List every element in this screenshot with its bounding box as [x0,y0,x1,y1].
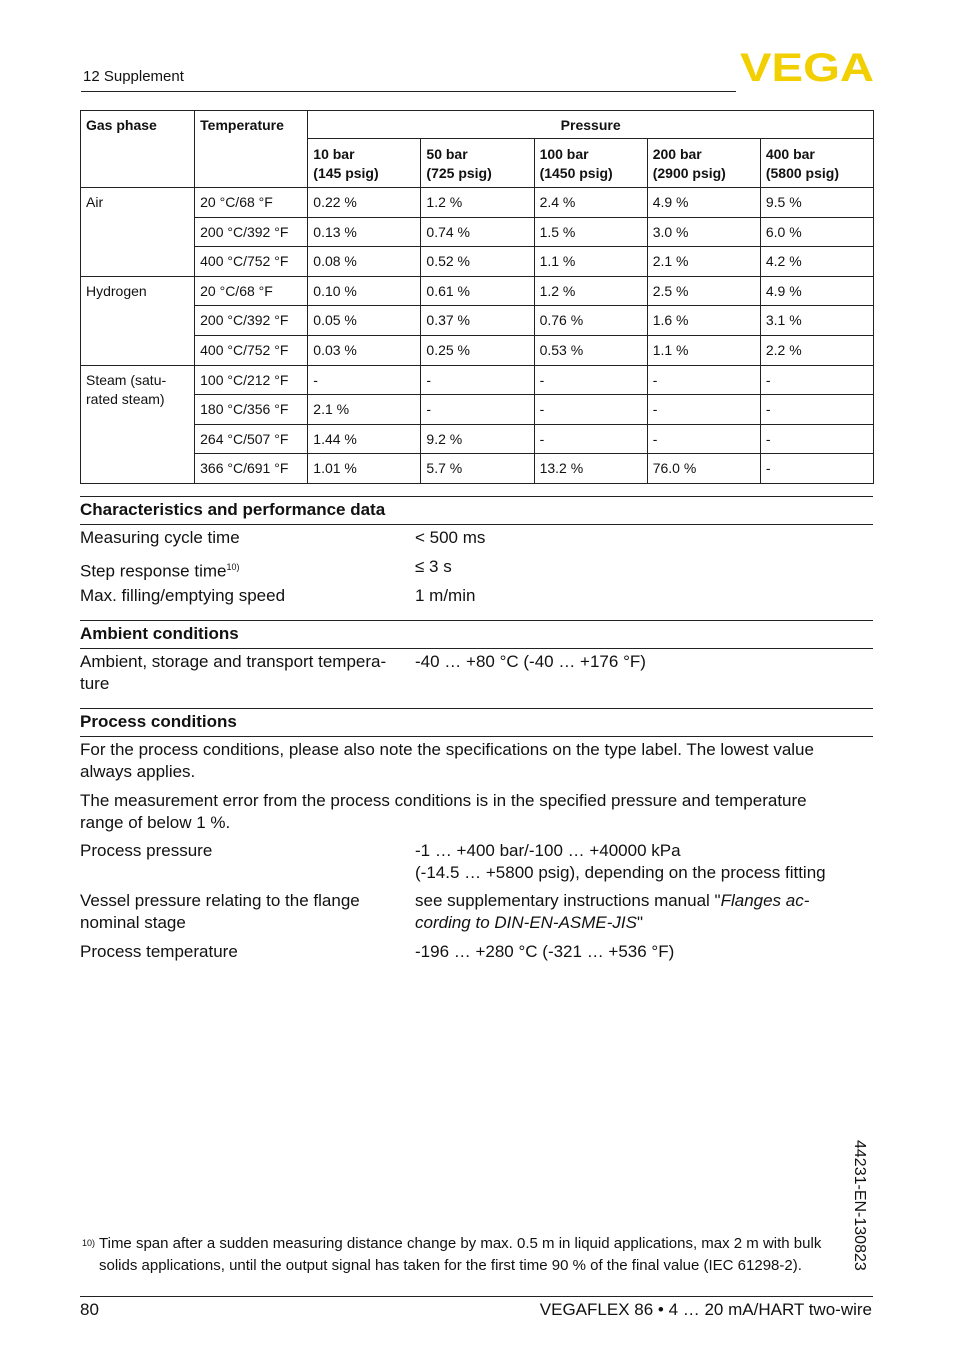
footnote-text: Time span after a sudden measuring distance change by max. 0.5 m in liquid applications, max 2 m with bulk solids applications, until the output signal has taken for the first time 90 % of the final value (IEC 61298-2). [99,1235,822,1274]
header-pressure-50bar: 50 bar (725 psig) [421,139,534,188]
process-pressure-value: -1 … +400 bar/-100 … +40000 kPa (-14.5 … +5800 psig), depending on the process fitting [415,841,826,882]
value-cell: 6.0 % [760,217,873,247]
temperature-cell: 400 °C/752 °F [195,247,308,277]
process-temperature-label: Process temperature [80,942,238,961]
value-cell: 9.5 % [760,188,873,218]
characteristics-heading: Characteristics and performance data [80,496,873,525]
value-cell: - [421,365,534,395]
value-cell: - [647,395,760,425]
value-cell: 9.2 % [421,424,534,454]
measuring-cycle-value: < 500 ms [415,528,486,547]
gas-phase-cell: Hydrogen [81,276,195,365]
value-cell: - [534,424,647,454]
value-cell: 2.2 % [760,335,873,365]
page-number: 80 [80,1300,99,1319]
value-cell: 1.44 % [308,424,421,454]
process-temperature-value: -196 … +280 °C (-321 … +536 °F) [415,942,675,961]
value-cell: 0.52 % [421,247,534,277]
header-pressure-10bar: 10 bar (145 psig) [308,139,421,188]
value-cell: 0.08 % [308,247,421,277]
vessel-pressure-value: see supplementary instructions manual "Flanges ac- cording to DIN-EN-ASME-JIS" [415,891,810,932]
table-row [81,188,874,218]
value-cell: 1.01 % [308,454,421,484]
temperature-cell: 20 °C/68 °F [195,276,308,306]
value-cell: 2.1 % [647,247,760,277]
table-row [81,247,874,277]
step-response-value: ≤ 3 s [415,557,452,576]
value-cell: 4.9 % [647,188,760,218]
ambient-label: Ambient, storage and transport tempera- ture [80,652,387,693]
gas-phase-table [80,110,874,484]
header-divider [81,91,736,92]
temperature-cell: 20 °C/68 °F [195,188,308,218]
value-cell: 1.1 % [647,335,760,365]
value-cell: 3.1 % [760,306,873,336]
value-cell: - [534,395,647,425]
table-row [81,306,874,336]
process-paragraph-2: The measurement error from the process conditions is in the specified pressure and temperature range of below 1 %. [80,791,807,832]
value-cell: 0.76 % [534,306,647,336]
footer-divider [80,1296,873,1297]
value-cell: 1.1 % [534,247,647,277]
table-row [81,395,874,425]
header-pressure-400bar: 400 bar (5800 psig) [760,139,873,188]
footnote-number: 10) [82,1238,96,1248]
step-response-label: Step response time$^{10)}$ [80,561,240,581]
temperature-cell: 400 °C/752 °F [195,335,308,365]
value-cell: - [760,454,873,484]
process-heading: Process conditions [80,708,873,737]
temperature-cell: 180 °C/356 °F [195,395,308,425]
temperature-cell: 200 °C/392 °F [195,217,308,247]
value-cell: - [308,365,421,395]
value-cell: - [421,395,534,425]
value-cell: 0.61 % [421,276,534,306]
gas-phase-cell: Steam (satu- rated steam) [81,365,195,483]
measuring-cycle-label: Measuring cycle time [80,528,240,547]
value-cell: - [647,365,760,395]
value-cell: - [760,424,873,454]
table-row [81,335,874,365]
header-temperature: Temperature [195,111,308,188]
vessel-pressure-label: Vessel pressure relating to the flange nominal stage [80,891,360,932]
ambient-heading: Ambient conditions [80,620,873,649]
value-cell: 0.37 % [421,306,534,336]
value-cell: 4.2 % [760,247,873,277]
value-cell: - [647,424,760,454]
value-cell: 3.0 % [647,217,760,247]
header-pressure-100bar: 100 bar (1450 psig) [534,139,647,188]
header-pressure-200bar: 200 bar (2900 psig) [647,139,760,188]
value-cell: 2.4 % [534,188,647,218]
product-name: VEGAFLEX 86 • 4 … 20 mA/HART two-wire [539,1300,872,1319]
ambient-value: -40 … +80 °C (-40 … +176 °F) [415,652,646,671]
value-cell: 0.25 % [421,335,534,365]
value-cell: 0.74 % [421,217,534,247]
header-pressure: Pressure [308,111,874,139]
process-paragraph-1: For the process conditions, please also note the specifications on the type label. The lowest value always applies. [80,740,814,781]
value-cell: 0.05 % [308,306,421,336]
footnote-ref: 10) [226,562,240,572]
vega-logo [740,50,874,84]
value-cell: 76.0 % [647,454,760,484]
filling-speed-value: 1 m/min [415,586,476,605]
table-row [81,217,874,247]
value-cell: 1.2 % [421,188,534,218]
gas-phase-cell: Air [81,188,195,277]
table-row [81,424,874,454]
value-cell: 2.5 % [647,276,760,306]
value-cell: 1.2 % [534,276,647,306]
value-cell: - [760,365,873,395]
value-cell: 0.10 % [308,276,421,306]
value-cell: 0.22 % [308,188,421,218]
svg-text:VEGA: VEGA [740,50,874,84]
value-cell: 0.13 % [308,217,421,247]
value-cell: - [760,395,873,425]
value-cell: 2.1 % [308,395,421,425]
filling-speed-label: Max. filling/emptying speed [80,586,286,605]
value-cell: 4.9 % [760,276,873,306]
value-cell: - [534,365,647,395]
value-cell: 13.2 % [534,454,647,484]
value-cell: 0.03 % [308,335,421,365]
table-row [81,454,874,484]
value-cell: 1.5 % [534,217,647,247]
temperature-cell: 366 °C/691 °F [195,454,308,484]
value-cell: 0.53 % [534,335,647,365]
temperature-cell: 100 °C/212 °F [195,365,308,395]
value-cell: 5.7 % [421,454,534,484]
table-row [81,365,874,395]
process-pressure-label: Process pressure [80,841,213,860]
table-row [81,276,874,306]
document-id: 44231-EN-130823 [851,1140,868,1271]
temperature-cell: 264 °C/507 °F [195,424,308,454]
value-cell: 1.6 % [647,306,760,336]
header-gas-phase: Gas phase [81,111,195,188]
temperature-cell: 200 °C/392 °F [195,306,308,336]
section-title: 12 Supplement [83,68,184,85]
